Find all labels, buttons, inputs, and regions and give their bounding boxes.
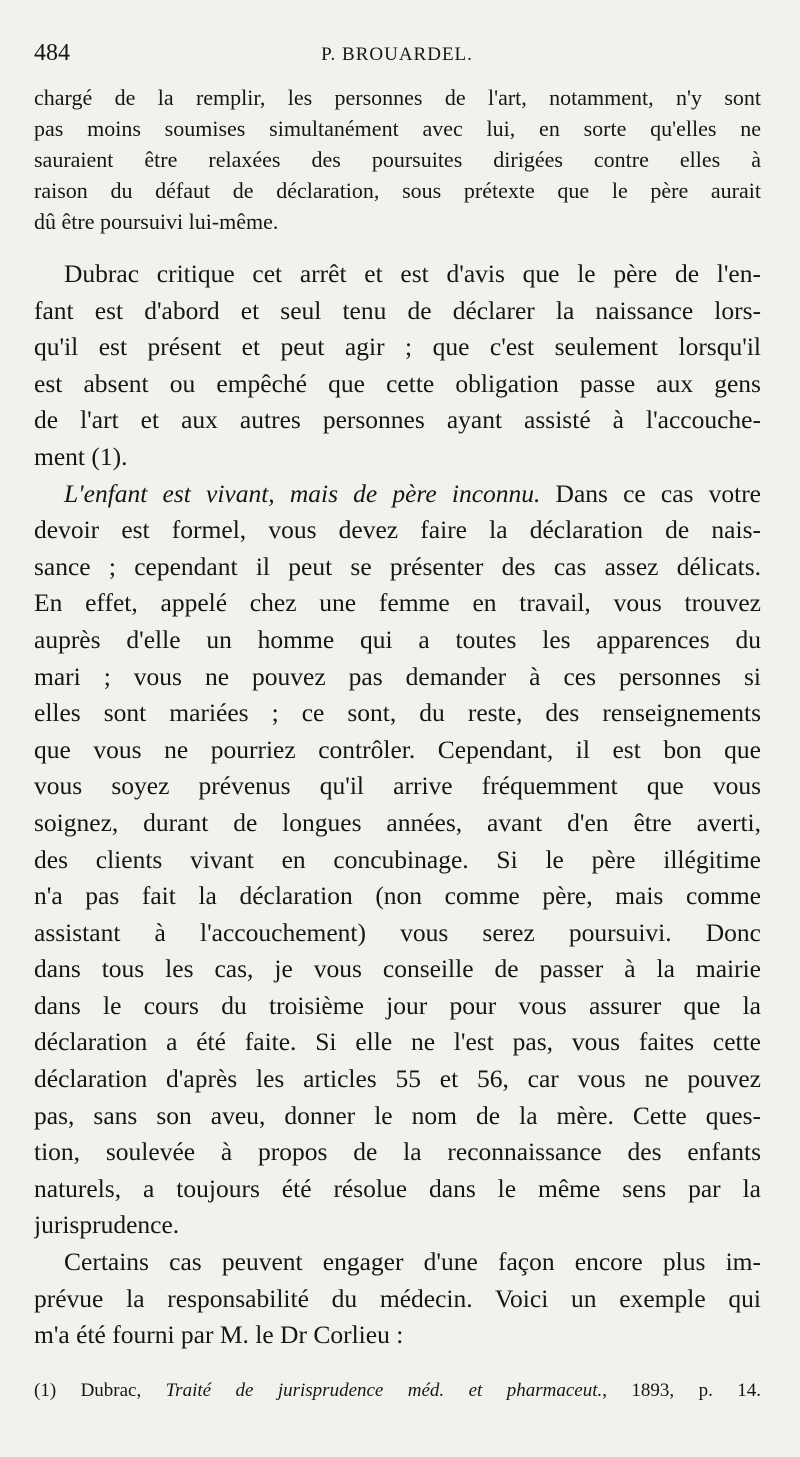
lead-rest: Dans ce cas votre xyxy=(540,478,761,508)
footnote-title: Traité de jurisprudence méd. et pharmaceut. xyxy=(165,1379,603,1401)
text-line: chargé de la remplir, les personnes de l'art, notamment, n'y sont xyxy=(34,85,761,110)
paragraph-2 xyxy=(34,256,761,476)
text-line: assistant à l'accouchement) vous serez poursuivi. Donc xyxy=(34,917,761,947)
paragraph-1 xyxy=(34,82,761,237)
text-line: m'a été fourni par M. le Dr Corlieu : xyxy=(34,1320,404,1350)
running-head: P. BROUARDEL. xyxy=(321,44,473,65)
text-line: est absent ou empêché que cette obligation passe aux gens xyxy=(34,368,761,398)
page-body xyxy=(34,82,761,1406)
text-line: dû être poursuivi lui-même. xyxy=(34,209,279,234)
text-line: n'a pas fait la déclaration (non comme père, mais comme xyxy=(34,881,761,911)
text-line: En effet, appelé chez une femme en travail, vous trouvez xyxy=(34,588,761,618)
text-line: fant est d'abord et seul tenu de déclarer la naissance lors- xyxy=(34,295,761,325)
text-line: jurisprudence. xyxy=(34,1210,180,1240)
text-line: sance ; cependant il peut se présenter des cas assez délicats. xyxy=(34,551,761,581)
text-line: de l'art et aux autres personnes ayant assisté à l'accouche- xyxy=(34,405,761,435)
page-header xyxy=(34,40,760,76)
text-line: déclaration d'après les articles 55 et 56, car vous ne pouvez xyxy=(34,1064,761,1094)
paragraph-4 xyxy=(34,1244,761,1354)
text-line: pas moins soumises simultanément avec lui, en sorte qu'elles ne xyxy=(34,116,761,141)
paragraph-3 xyxy=(34,476,761,1244)
text-line: ment (1). xyxy=(34,441,128,471)
text-line: des clients vivant en concubinage. Si le père illégitime xyxy=(34,844,761,874)
text-line: devoir est formel, vous devez faire la déclaration de nais- xyxy=(34,515,761,545)
text-line: auprès d'elle un homme qui a toutes les apparences du xyxy=(34,624,761,654)
text-line: dans le cours du troisième jour pour vous assurer que la xyxy=(34,990,761,1020)
footnote-prefix: (1) Dubrac, xyxy=(34,1379,166,1401)
text-line: sauraient être relaxées des poursuites dirigées contre elles à xyxy=(34,147,761,172)
text-line: Dubrac critique cet arrêt et est d'avis que le père de l'en- xyxy=(64,259,761,288)
text-line: naturels, a toujours été résolue dans le même sens par la xyxy=(34,1173,761,1203)
text-line: Certains cas peuvent engager d'une façon encore plus im- xyxy=(64,1247,761,1277)
text-line: vous soyez prévenus qu'il arrive fréquemment que vous xyxy=(34,771,761,801)
footnote-suffix: , 1893, p. 14. xyxy=(602,1379,761,1401)
text-line: qu'il est présent et peut agir ; que c'est seulement lorsqu'il xyxy=(34,332,761,362)
page-number: 484 xyxy=(34,40,70,66)
text-line xyxy=(34,476,761,513)
text-line: mari ; vous ne pouvez pas demander à ces personnes si xyxy=(34,661,761,691)
italic-lead: L'enfant est vivant, mais de père inconnu. xyxy=(64,478,541,508)
text-line: déclaration a été faite. Si elle ne l'est pas, vous faites cette xyxy=(34,1027,761,1057)
text-line: prévue la responsabilité du médecin. Voici un exemple qui xyxy=(34,1283,761,1313)
text-line: pas, sans son aveu, donner le nom de la mère. Cette ques- xyxy=(34,1100,761,1130)
text-line: elles sont mariées ; ce sont, du reste, des renseignements xyxy=(34,698,761,728)
text-line: soignez, durant de longues années, avant d'en être averti, xyxy=(34,807,761,837)
text-line: raison du défaut de déclaration, sous prétexte que le père aurait xyxy=(34,178,761,203)
text-line: tion, soulevée à propos de la reconnaissance des enfants xyxy=(34,1137,761,1167)
text-line: dans tous les cas, je vous conseille de passer à la mairie xyxy=(34,954,761,984)
footnote xyxy=(34,1376,761,1406)
text-line: que vous ne pourriez contrôler. Cependant, il est bon que xyxy=(34,734,761,764)
